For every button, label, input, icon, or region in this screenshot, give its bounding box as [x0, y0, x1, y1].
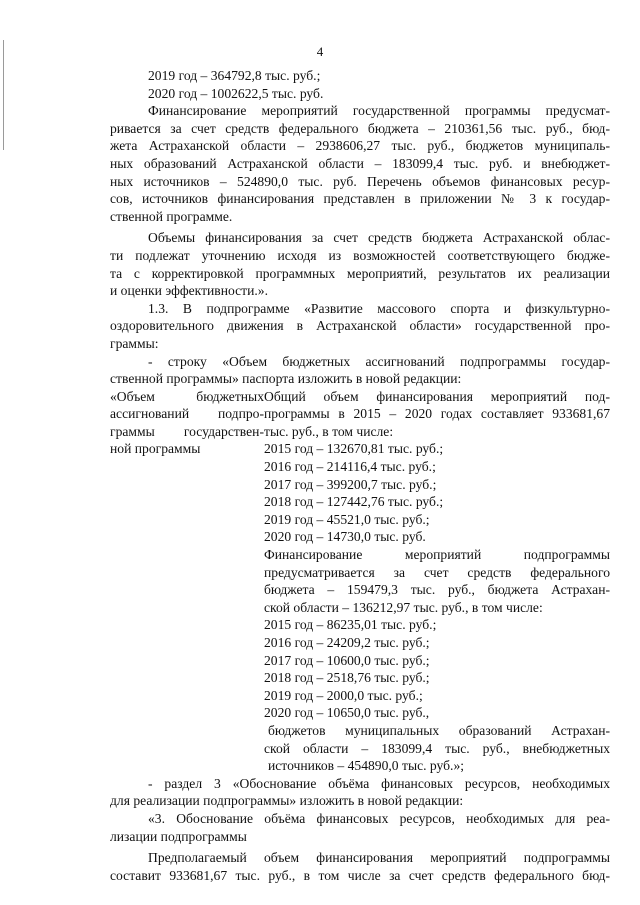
text-line: 2020 год – 14730,0 тыс. руб. [264, 529, 426, 545]
text-line: «3. Обоснование объёма финансовых ресурсов, необходимых для реа- [148, 810, 610, 826]
text-line: Финансирование мероприятий подпрограммы [264, 547, 610, 563]
text-line: Объемы финансирования за счет средств бюджета Астраханской облас- [148, 230, 610, 246]
text-line: оздоровительного движения в Астраханской области» государственной про- [110, 318, 610, 334]
text-line: сов, источников финансирования представлен в приложении № 3 к государ- [110, 191, 610, 207]
text-line: ти подлежат уточнению исходя из возможностей соответствующего бюдже- [110, 247, 610, 263]
text-line: 2016 год – 214116,4 тыс. руб.; [264, 459, 436, 475]
text-line: ской области – 183099,4 тыс. руб., внебюджетных [264, 740, 610, 756]
text-line: источников – 454890,0 тыс. руб.»; [268, 758, 465, 774]
text-line: 2019 год – 2000,0 тыс. руб.; [264, 687, 423, 703]
text-line: 2017 год – 399200,7 тыс. руб.; [264, 476, 437, 492]
text-line: 2015 год – 132670,81 тыс. руб.; [264, 441, 444, 457]
text-line: - строку «Объем бюджетных ассигнований подпрограммы государ- [148, 353, 610, 369]
text-line: 2015 год – 86235,01 тыс. руб.; [264, 617, 437, 633]
text-line: ской области – 136212,97 тыс. руб., в том числе: [264, 599, 543, 615]
text-line: 2018 год – 2518,76 тыс. руб.; [264, 670, 430, 686]
text-block-top [110, 67, 610, 388]
text-line: бюджета – 159479,3 тыс. руб., бюджета Астрахан- [264, 582, 610, 598]
text-line: 2017 год – 10600,0 тыс. руб.; [264, 652, 430, 668]
text-line: программы в 2015 – 2020 годах составляет 933681,67 [264, 406, 610, 422]
text-line: Финансирование мероприятий государственной программы предусмат- [148, 103, 610, 119]
text-line: 2020 год – 10650,0 тыс. руб., [264, 705, 430, 721]
text-line: ных источников – 524890,0 тыс. руб. Перечень объемов финансовых ресур- [110, 173, 610, 189]
text-line: и оценки эффективности.». [110, 283, 268, 299]
text-line: тыс. руб., в том числе: [264, 423, 394, 439]
text-line: «Объем бюджетных [110, 388, 264, 404]
text-line: ассигнований подпро- [110, 406, 264, 422]
text-line: для реализации подпрограммы» изложить в новой редакции: [110, 793, 464, 809]
text-line: ственной программе. [110, 208, 233, 224]
text-line: составит 933681,67 тыс. руб., в том числе за счет средств федерального бюд- [110, 867, 610, 883]
text-line: жета Астраханской области – 2938606,27 тыс. руб., бюджетов муниципаль- [110, 138, 610, 154]
text-line: 2019 год – 364792,8 тыс. руб.; [148, 68, 321, 83]
text-line: 2019 год – 45521,0 тыс. руб.; [264, 511, 430, 527]
text-line: Предполагаемый объем финансирования мероприятий подпрограммы [148, 850, 610, 866]
text-line: 2020 год – 1002622,5 тыс. руб. [148, 85, 324, 101]
text-line: ной программы [110, 441, 201, 457]
page-number: 4 [316, 44, 324, 59]
text-line: - раздел 3 «Обоснование объёма финансовых ресурсов, необходимых [148, 775, 610, 791]
text-line: та с корректировкой программных мероприятий, результатов их реализации [110, 265, 610, 281]
text-line: 1.3. В подпрограмме «Развитие массового спорта и физкультурно- [148, 300, 610, 316]
passport-table [110, 388, 610, 775]
text-line: 2016 год – 24209,2 тыс. руб.; [264, 635, 430, 650]
text-line: граммы государствен- [110, 423, 264, 439]
text-line: предусматривается за счет средств федерального [264, 564, 610, 580]
passport-value-column [264, 388, 610, 775]
document-body [110, 67, 610, 884]
text-line: 2018 год – 127442,76 тыс. руб.; [264, 494, 444, 510]
text-line: лизации подпрограммы [110, 828, 247, 844]
text-line: граммы: [110, 335, 159, 351]
text-block-bottom [110, 775, 610, 885]
text-line: ривается за счет средств федерального бюджета – 210361,56 тыс. руб., бюд- [110, 120, 610, 136]
text-line: ственной программы» паспорта изложить в новой редакции: [110, 371, 462, 387]
text-line: бюджетов муниципальных образований Астрахан- [268, 722, 610, 738]
text-line: Общий объем финансирования мероприятий под- [264, 388, 610, 404]
text-line: ных образований Астраханской области – 183099,4 тыс. руб. и внебюджет- [110, 155, 610, 171]
passport-label-column [110, 388, 264, 775]
